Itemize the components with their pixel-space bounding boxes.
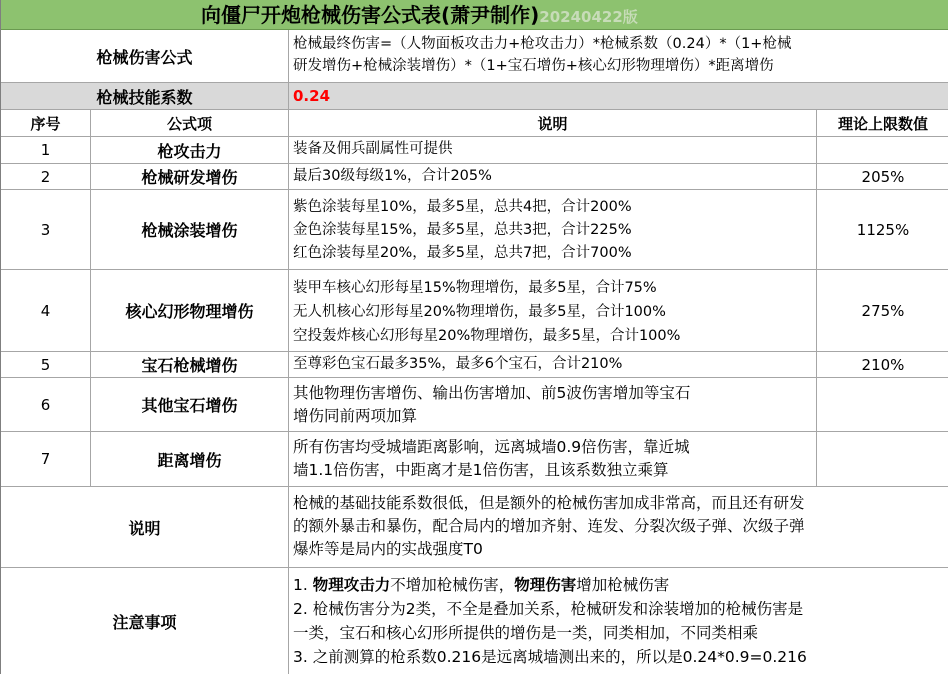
desc-line: 墙1.1倍伤害，中距离才是1倍伤害，且该系数独立乘算 — [293, 461, 669, 479]
row-no: 6 — [1, 378, 91, 432]
row-max — [817, 137, 948, 164]
row-no: 2 — [1, 164, 91, 190]
table-row — [1, 378, 948, 432]
row-no: 4 — [1, 270, 91, 352]
row-no: 7 — [1, 432, 91, 487]
row-max — [817, 378, 948, 432]
row-no: 3 — [1, 190, 91, 270]
desc-line: 装备及佣兵副属性可提供 — [293, 141, 453, 157]
row-item: 距离增伤 — [91, 432, 289, 487]
desc-line: 无人机核心幻形每星20%物理增伤，最多5星，合计100% — [293, 304, 666, 320]
table-row — [1, 352, 948, 378]
row-item: 其他宝石增伤 — [91, 378, 289, 432]
row-max: 205% — [817, 164, 948, 190]
table-row — [1, 270, 948, 352]
notes-prefix: 1. — [293, 576, 313, 594]
row-desc — [289, 164, 817, 190]
notes-text — [289, 568, 948, 674]
table-row — [1, 190, 948, 270]
notes-label: 注意事项 — [1, 568, 289, 674]
desc-line: 紫色涂装每星10%，最多5星，总共4把，合计200% — [293, 199, 632, 215]
row-desc — [289, 432, 817, 487]
row-desc — [289, 190, 817, 270]
explanation-line: 的额外暴击和暴伤，配合局内的增加齐射、连发、分裂次级子弹、次级子弹 — [293, 517, 805, 535]
notes-mid: 不增加枪械伤害， — [390, 576, 515, 594]
explanation-text — [289, 487, 948, 568]
explanation-line: 枪械的基础技能系数很低，但是额外的枪械伤害加成非常高，而且还有研发 — [293, 494, 805, 512]
desc-line: 空投轰炸核心幻形每星20%物理增伤，最多5星，合计100% — [293, 328, 681, 344]
col-header-no: 序号 — [1, 110, 91, 137]
row-max — [817, 432, 948, 487]
desc-line: 装甲车核心幻形每星15%物理增伤，最多5星，合计75% — [293, 280, 657, 296]
notes-line: 2. 枪械伤害分为2类，不全是叠加关系，枪械研发和涂装增加的枪械伤害是 — [293, 600, 804, 618]
row-desc — [289, 137, 817, 164]
row-max: 210% — [817, 352, 948, 378]
row-no: 5 — [1, 352, 91, 378]
notes-row — [1, 568, 948, 674]
desc-line: 金色涂装每星15%，最多5星，总共3把，合计225% — [293, 222, 632, 238]
formula-line: 研发增伤+枪械涂装增伤）*（1+宝石增伤+核心幻形物理增伤）*距离增伤 — [293, 58, 774, 74]
notes-line-1 — [293, 573, 945, 597]
desc-line: 其他物理伤害增伤、输出伤害增加、前5波伤害增加等宝石 — [293, 384, 691, 402]
notes-bold: 物理伤害 — [514, 576, 577, 594]
title-main: 向僵尸开炮枪械伤害公式表(萧尹制作) — [201, 3, 540, 27]
notes-line: 一类，宝石和核心幻形所提供的增伤是一类，同类相加，不同类相乘 — [293, 624, 759, 642]
table-row — [1, 432, 948, 487]
coefficient-row — [1, 83, 948, 110]
row-item: 枪攻击力 — [91, 137, 289, 164]
explanation-label: 说明 — [1, 487, 289, 568]
row-no: 1 — [1, 137, 91, 164]
row-desc — [289, 378, 817, 432]
explanation-row — [1, 487, 948, 568]
formula-label: 枪械伤害公式 — [1, 30, 289, 83]
title-bar — [1, 0, 948, 30]
col-header-max: 理论上限数值 — [817, 110, 948, 137]
desc-line: 至尊彩色宝石最多35%，最多6个宝石，合计210% — [293, 356, 623, 372]
explanation-line: 爆炸等是局内的实战强度T0 — [293, 540, 483, 558]
row-item: 枪械涂装增伤 — [91, 190, 289, 270]
coefficient-label: 枪械技能系数 — [1, 83, 289, 110]
col-header-item: 公式项 — [91, 110, 289, 137]
table-header — [1, 110, 948, 137]
desc-line: 红色涂装每星20%，最多5星，总共7把，合计700% — [293, 245, 632, 261]
row-max: 275% — [817, 270, 948, 352]
coefficient-cell — [289, 83, 948, 110]
coefficient-value: 0.24 — [293, 87, 331, 105]
desc-line: 增伤同前两项加算 — [293, 407, 418, 425]
row-item: 枪械研发增伤 — [91, 164, 289, 190]
notes-bold: 物理攻击力 — [312, 576, 391, 594]
table-row — [1, 164, 948, 190]
notes-tail: 增加枪械伤害 — [576, 576, 670, 594]
desc-line: 所有伤害均受城墙距离影响，远离城墙0.9倍伤害，靠近城 — [293, 438, 690, 456]
formula-line: 枪械最终伤害=（人物面板攻击力+枪攻击力）*枪械系数（0.24）*（1+枪械 — [293, 36, 792, 52]
title-version: 20240422版 — [539, 8, 638, 26]
notes-line: 3. 之前测算的枪系数0.216是远离城墙测出来的，所以是0.24*0.9=0.216 — [293, 648, 807, 666]
row-max: 1125% — [817, 190, 948, 270]
row-item: 核心幻形物理增伤 — [91, 270, 289, 352]
row-desc — [289, 352, 817, 378]
row-desc — [289, 270, 817, 352]
table-row — [1, 137, 948, 164]
formula-text — [289, 30, 948, 83]
formula-row — [1, 30, 948, 83]
sheet-title — [201, 1, 638, 31]
desc-line: 最后30级每级1%，合计205% — [293, 168, 492, 184]
row-item: 宝石枪械增伤 — [91, 352, 289, 378]
col-header-desc: 说明 — [289, 110, 817, 137]
